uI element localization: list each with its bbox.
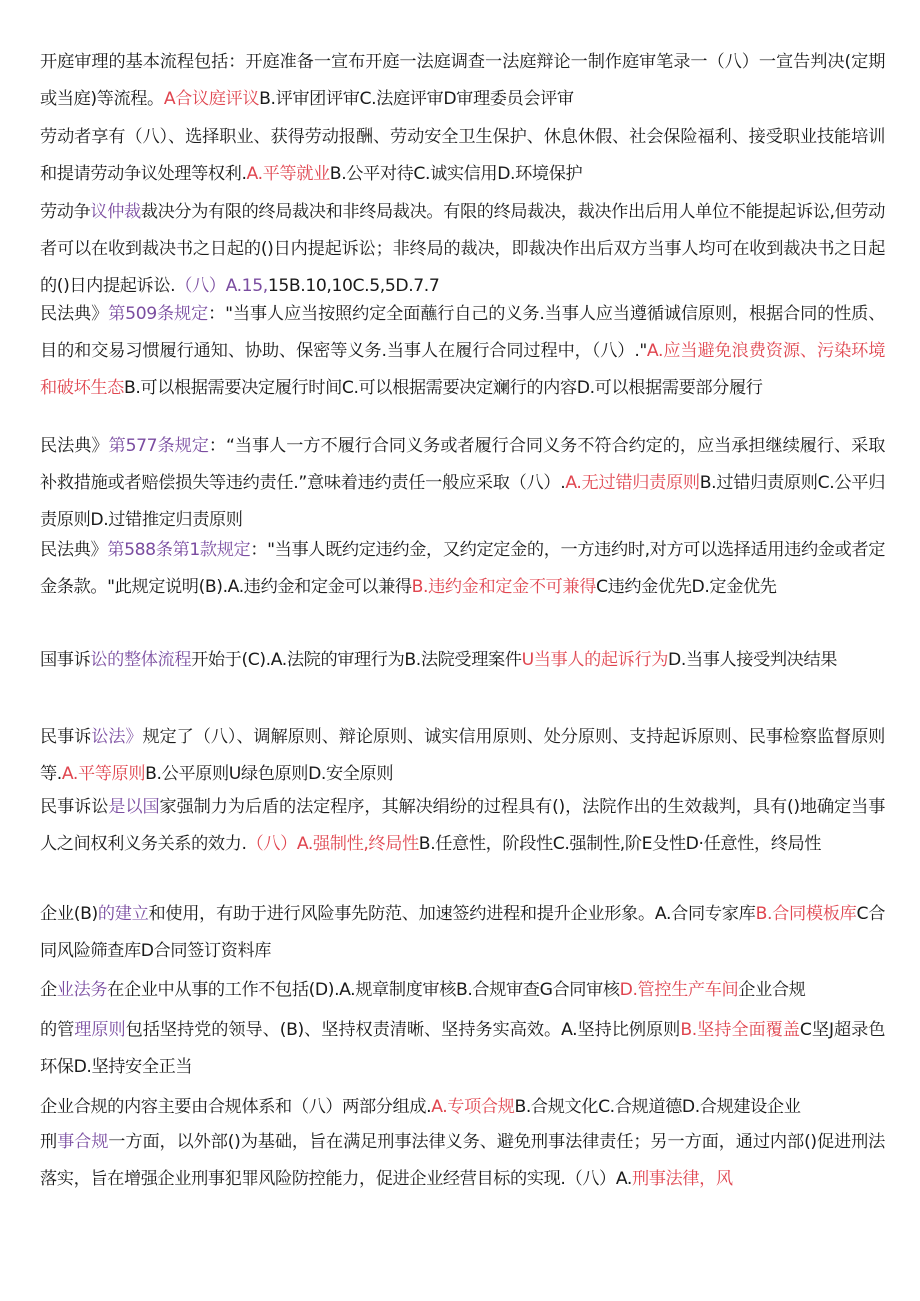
text-segment: 的管 <box>40 1020 75 1040</box>
text-segment: 一方面，以外部()为基础，旨在满足刑事法律义务、避免刑事法律责任；另一方面，通过内部()促进刑法落实，旨在增强企业刑事犯罪风险防控能力，促进企业经营目标的实现.（八）A. <box>40 1132 885 1189</box>
text-segment: 劳动争 <box>40 202 91 222</box>
text-segment: ："当事人应当按照约定全面蘸行自己的义务.当事人应当遵循诚信原则，根据合同的性质、目的和交易习惯履行通知、协助、保密等义务.当事人在履行合同过程中，（八）." <box>40 304 885 361</box>
text-segment: ：“当事人一方不履行合同义务或者履行合同义务不符合约定的，应当承担继续履行、采取补救措施或者赔偿损失等违约责任.”意味着违约责任一般应采取（八）. <box>40 436 885 493</box>
answer-highlight: B.合同模板库 <box>755 904 857 924</box>
text-segment: 和使用，有助于进行风险事先防范、加速签约进程和提升企业形象。A.合同专家库 <box>148 904 756 924</box>
text-segment: 开庭审理的基本流程包括：开庭准备一宣布开庭一法庭调查一法庭辩论一制作庭审笔录一（八）一宣告判决(定期或当庭)等流程。 <box>40 52 885 109</box>
text-segment: C合同风险筛查库D合同签订资料库 <box>40 904 885 961</box>
term-highlight: 理原则 <box>74 1020 126 1040</box>
text-segment: D.当事人接受判决结果 <box>668 650 838 670</box>
term-highlight: 事合规 <box>57 1132 109 1152</box>
question-paragraph <box>40 1124 885 1198</box>
question-paragraph <box>40 532 885 606</box>
text-segment: 劳动者享有（八）、选择职业、获得劳动报酬、劳动安全卫生保护、休息休假、社会保险福利、接受职业技能培训和提请劳动争议处理等权利. <box>40 127 885 184</box>
text-segment: 民事诉 <box>40 727 92 747</box>
answer-highlight: （八）A.强制性,终局性 <box>246 834 419 854</box>
text-segment: B.公平原则U绿色原则D.安全原则 <box>145 764 394 784</box>
text-segment: 家强制力为后盾的法定程序，其解决绢纷的过程具有()，法院作出的生效裁判，具有()地确定当事人之间权利义务关系的效力. <box>40 797 885 854</box>
question-paragraph <box>40 194 885 305</box>
question-paragraph <box>40 1012 885 1086</box>
text-segment: B.任意性，阶段性C.强制性,阶E殳性D·任意性，终局性 <box>418 834 822 854</box>
term-highlight: 议仲裁 <box>90 202 141 222</box>
text-segment: B.过错归责原则C.公平归责原则D.过错推定归责原则 <box>40 473 885 530</box>
text-segment: 刑 <box>40 1132 58 1152</box>
text-segment: 在企业中从事的工作不包括(D).A.规章制度审核B.合规审查G合同审核 <box>107 980 620 1000</box>
question-paragraph <box>40 44 885 118</box>
question-paragraph <box>40 642 885 679</box>
text-segment: 企 <box>40 980 57 1000</box>
question-paragraph <box>40 789 885 863</box>
text-segment: 民法典》 <box>40 304 109 324</box>
text-segment: 民法典》 <box>40 436 109 456</box>
term-highlight: 讼的整体流程 <box>90 650 192 670</box>
text-segment: 企业合规的内容主要由合规体系和（八）两部分组成. <box>40 1097 432 1117</box>
term-highlight: 业法务 <box>56 980 108 1000</box>
answer-highlight: D.管控生产车间 <box>619 980 739 1000</box>
text-segment: B.合规文化C.合规道德D.合规建设企业 <box>514 1097 801 1117</box>
text-segment: 15B.10,10C.5,5D.7.7 <box>267 276 440 296</box>
answer-highlight: A.平等原则 <box>61 764 146 784</box>
question-paragraph <box>40 296 885 407</box>
term-highlight: 讼法》 <box>91 727 143 747</box>
text-segment: 开始于(C).A.法院的审理行为B.法院受理案件 <box>191 650 522 670</box>
answer-highlight: B.坚持全面覆盖 <box>680 1020 800 1040</box>
answer-highlight: 刑事法律，风 <box>631 1169 733 1189</box>
text-segment: 民法典》 <box>40 540 108 560</box>
text-segment: 企业合规 <box>738 980 806 1000</box>
text-segment: B.可以根据需要决定履行时间C.可以根据需要决定斓行的内容D.可以根据需要部分履行 <box>123 378 763 398</box>
text-segment: B.评审团评审C.法庭评审D审理委员会评审 <box>259 89 574 109</box>
question-paragraph <box>40 119 885 193</box>
text-segment: 企业(B) <box>40 904 98 924</box>
answer-highlight: A.平等就业 <box>246 164 330 184</box>
term-highlight: 是以国 <box>108 797 160 817</box>
text-segment: C坚J超录色环保D.坚持安全正当 <box>40 1020 886 1077</box>
term-highlight: 第509条规定 <box>108 304 209 324</box>
term-highlight: （八）A.15, <box>175 276 268 296</box>
text-segment: ："当事人既约定违约金，又约定定金的，一方违约时,对方可以选择适用违约金或者定金条款。"此规定说明(B).A.违约金和定金可以兼得 <box>40 540 886 597</box>
text-segment: 民事诉讼 <box>40 797 109 817</box>
question-paragraph <box>40 428 885 539</box>
term-highlight: 第588条第1款规定 <box>107 540 251 560</box>
text-segment: C违约金优先D.定金优先 <box>596 577 777 597</box>
question-paragraph <box>40 972 885 1009</box>
answer-highlight: B.违约金和定金不可兼得 <box>411 577 596 597</box>
text-segment: 包括坚持党的领导、(B)、坚持权责清晰、坚持务实高效。A.坚持比例原则 <box>125 1020 681 1040</box>
answer-highlight: A.无过错归责原则 <box>565 473 700 493</box>
term-highlight: 第577条规定 <box>108 436 209 456</box>
question-paragraph <box>40 896 885 970</box>
question-paragraph <box>40 719 885 793</box>
answer-highlight: A.应当避免浪费资源、污染环境和破坏生态 <box>40 341 886 398</box>
answer-highlight: A.专项合规 <box>431 1097 515 1117</box>
text-segment: B.公平对待C.诚实信用D.环境保护 <box>329 164 583 184</box>
answer-highlight: A合议庭评议 <box>163 89 260 109</box>
answer-highlight: U当事人的起诉行为 <box>521 650 669 670</box>
question-paragraph <box>40 1089 885 1126</box>
text-segment: 裁决分为有限的终局裁决和非终局裁决。有限的终局裁决，裁决作出后用人单位不能提起诉讼,但劳动者可以在收到裁决书之日起的()日内提起诉讼；非终局的裁决，即裁决作出后双方当事人均可在收到裁决书之日起的()日内提起诉讼. <box>40 202 885 296</box>
text-segment: 国事诉 <box>40 650 91 670</box>
term-highlight: 的建立 <box>97 904 149 924</box>
text-segment: 规定了（八）、调解原则、辩论原则、诚实信用原则、处分原则、支持起诉原则、民事检察监督原则等. <box>40 727 885 784</box>
